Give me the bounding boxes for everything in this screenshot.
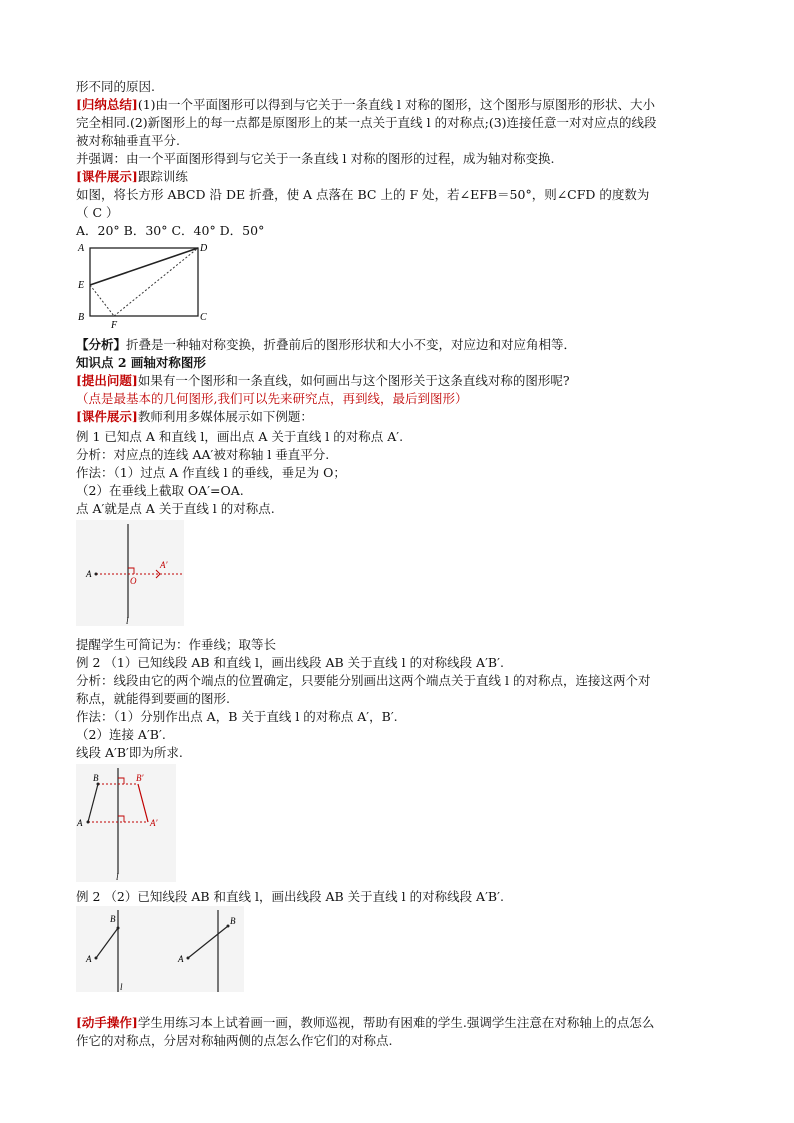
text-line: 线段 A′B′即为所求. [76,745,183,760]
label-l: l [120,982,123,992]
label-l: l [116,872,119,882]
section-heading: 知识点 2 画轴对称图形 [76,355,206,370]
label-B-right: B [230,916,236,926]
text-line: （2）在垂线上截取 OA′=OA. [76,483,244,498]
line-text: 学生用练习本上试着画一画，教师巡视，帮助有困难的学生.强调学生注意在对称轴上的点怎么 [137,1015,655,1030]
section-tag: [课件展示] [76,169,138,184]
answer-blank: （ C ） [76,205,119,220]
text-line: （2）连接 A′B′. [76,727,166,742]
label-A-prime: A′ [160,560,168,570]
example-2-title: 例 2 （1）已知线段 AB 和直线 l，画出线段 AB 关于直线 l 的对称线段 A′B′. [76,655,504,670]
hint-text: （点是最基本的几何图形,我们可以先来研究点，再到线，最后到图形） [76,391,468,406]
label-D: D [200,243,208,254]
label-F: F [111,320,118,330]
question-text: 如图，将长方形 ABCD 沿 DE 折叠，使 A 点落在 BC 上的 F 处，若∠EFB＝50°，则∠CFD 的度数为 [76,187,650,202]
example-1-title: 例 1 已知点 A 和直线 l，画出点 A 关于直线 l 的对称点 A′. [76,429,404,444]
text-line: 作法：（1）过点 A 作直线 l 的垂线，垂足为 O； [76,465,346,480]
analysis-text [76,336,576,353]
answer-options: A．20° B．30° C．40° D．50° [76,223,265,238]
section-tag: [提出问题] [76,373,138,388]
line-text: 教师利用多媒体展示如下例题： [137,409,313,424]
line-text: 如果有一个图形和一条直线，如何画出与这个图形关于这条直线对称的图形呢? [137,373,570,388]
label-A: A [86,954,92,964]
text-line: 分析：对应点的连线 AA′被对称轴 l 垂直平分. [76,447,330,462]
example-2-part2-title: 例 2 （2）已知线段 AB 和直线 l，画出线段 AB 关于直线 l 的对称线段 A′B′. [76,889,504,904]
label-O: O [130,576,137,586]
text-line: 提醒学生可简记为：作垂线；取等长 [76,637,277,652]
label-B-prime: B′ [136,773,144,783]
analysis-tag: 【分析】 [76,337,127,352]
line-text: 跟踪训练 [137,169,188,184]
label-C: C [200,312,207,323]
label-l: l [126,616,129,626]
line-text: (1)由一个平面图形可以得到与它关于一条直线 l 对称的图形，这个图形与原图形的形状、大小 [137,97,655,112]
text-line: 完全相同.(2)新图形上的每一点都是原图形上的某一点关于直线 l 的对称点;(3)连接任意一对对应点的线段 [76,115,657,130]
section-tag: [课件展示] [76,409,138,424]
text-line: 点 A′就是点 A 关于直线 l 的对称点. [76,501,275,516]
text-line: 被对称轴垂直平分. [76,133,180,148]
section-tag: [归纳总结] [76,97,138,112]
text-line: 分析：线段由它的两个端点的位置确定，只要能分别画出这两个端点关于直线 l 的对称点，连接这两个对 [76,673,651,688]
line-text: 折叠是一种轴对称变换，折叠前后的图形形状和大小不变，对应边和对应角相等． [126,337,577,352]
text-line [76,96,655,113]
text-line [76,1014,654,1031]
fold-rectangle-figure [76,240,216,330]
text-line [76,372,570,389]
label-A: A [78,243,85,254]
text-line [76,168,188,185]
segment-reflection-figure [76,764,176,882]
label-B: B [93,773,99,783]
text-line [76,408,313,425]
text-line: 作它的对称点，分居对称轴两侧的点怎么作它们的对称点. [76,1033,393,1048]
text-line: 形不同的原因. [76,79,155,94]
label-E: E [78,280,85,291]
example-2-part2-figure [76,906,244,992]
label-A-right: A [178,954,184,964]
label-B: B [78,312,85,323]
point-reflection-figure [76,520,184,626]
label-B: B [110,914,116,924]
section-tag: [动手操作] [76,1015,138,1030]
text-line: 称点，就能得到要画的图形. [76,691,230,706]
text-line: 并强调：由一个平面图形得到与它关于一条直线 l 对称的图形的过程，成为轴对称变换. [76,151,555,166]
label-A: A [86,569,92,579]
label-A-prime: A′ [150,818,158,828]
label-A: A [77,818,83,828]
text-line: 作法：（1）分别作出点 A，B 关于直线 l 的对称点 A′，B′. [76,709,398,724]
